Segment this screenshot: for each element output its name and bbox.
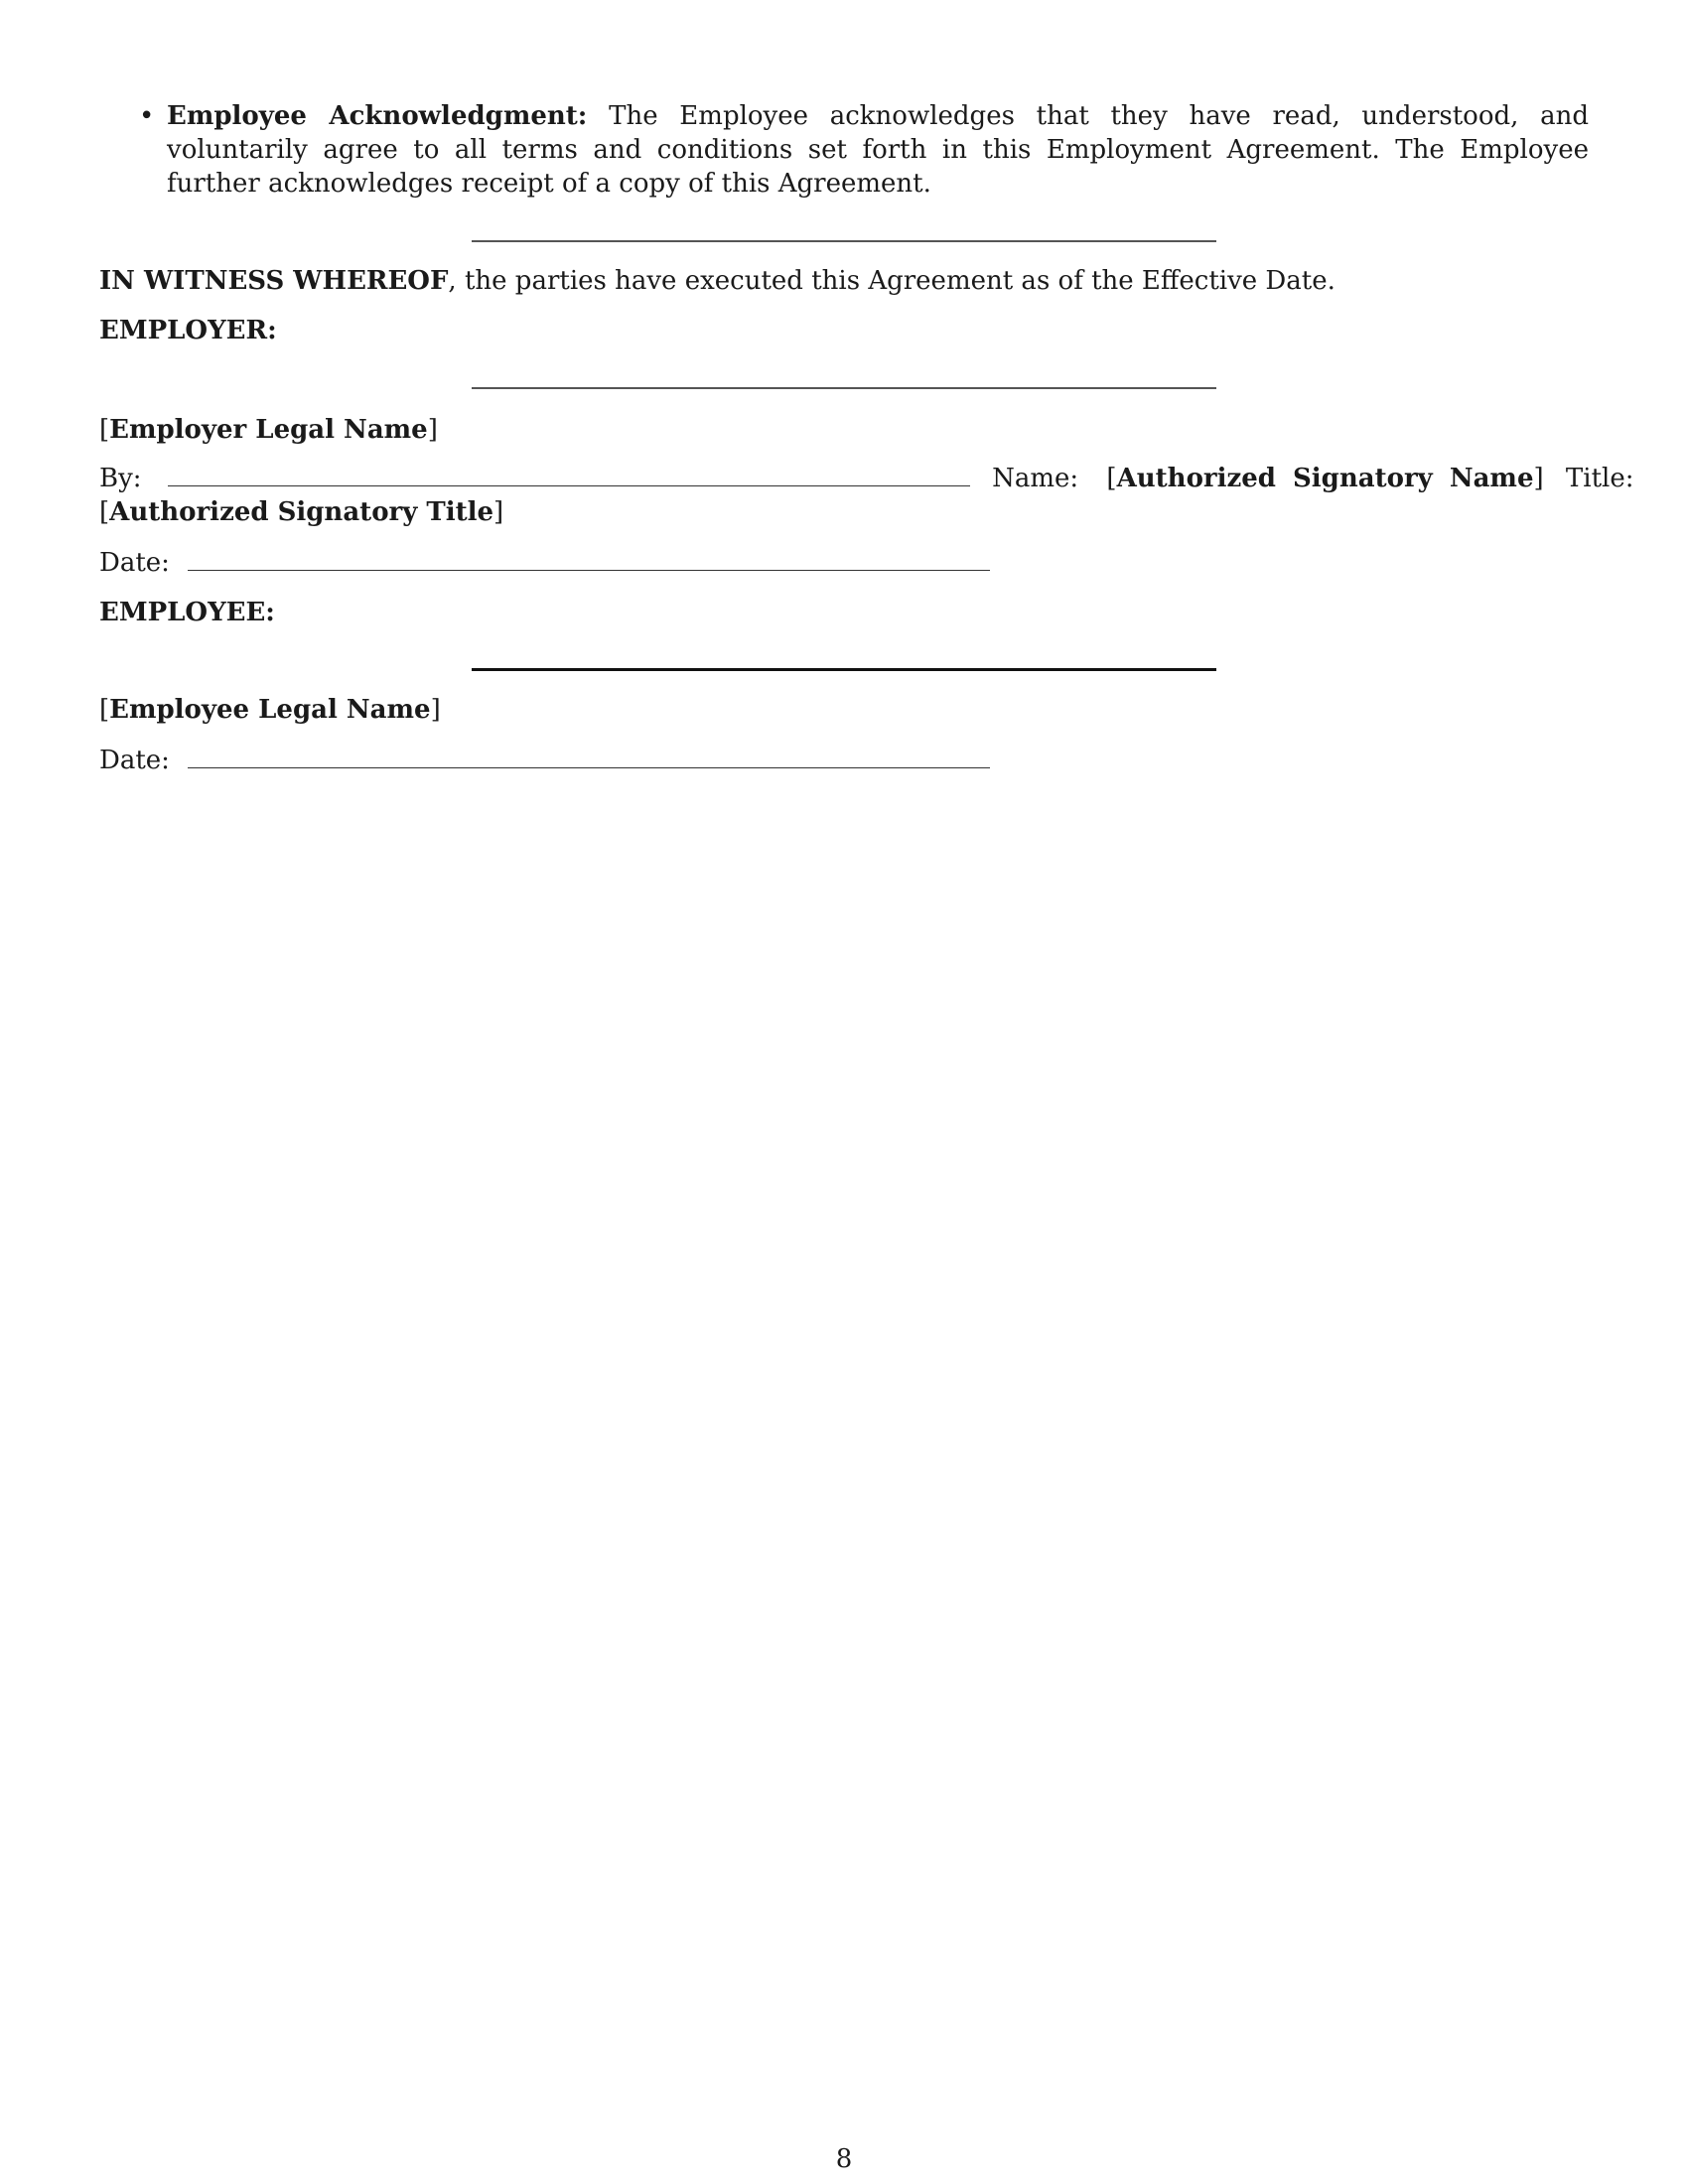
- bracket-close: ]: [493, 497, 504, 527]
- employee-legal-name-text: Employee Legal Name: [109, 695, 431, 725]
- title-label: Title:: [1565, 464, 1634, 493]
- employee-date-label: Date:: [99, 746, 170, 775]
- section-divider: [472, 240, 1216, 242]
- employee-signature-line[interactable]: [472, 668, 1216, 671]
- bracket-open: [: [1106, 464, 1117, 493]
- employee-date-line: [99, 744, 990, 777]
- acknowledgment-heading: Employee Acknowledgment:: [167, 101, 588, 131]
- employer-legal-name-text: Employer Legal Name: [109, 415, 428, 445]
- witness-clause: [99, 264, 1336, 298]
- witness-lead: IN WITNESS WHEREOF: [99, 266, 449, 296]
- bracket-open: [: [99, 695, 110, 725]
- bracket-close: ]: [427, 415, 438, 445]
- employer-date-blank[interactable]: [188, 546, 990, 571]
- employer-heading: [99, 314, 277, 347]
- page-number: 8: [835, 2144, 853, 2174]
- acknowledgment-body: The Employee acknowledges that they have read, understood, and voluntarily agree to all terms and conditions set forth in this Employment Agreement. The Employee further acknowledges receipt of a copy of this Agreement.: [167, 101, 1589, 199]
- by-label: By:: [99, 464, 142, 493]
- employer-signature-line[interactable]: [472, 387, 1216, 389]
- bracket-close: ]: [430, 695, 441, 725]
- by-signature-blank[interactable]: [168, 462, 970, 486]
- employee-heading: [99, 596, 275, 629]
- employee-date-blank[interactable]: [188, 744, 990, 768]
- employee-legal-name: [99, 693, 441, 727]
- bracket-open: [: [99, 497, 110, 527]
- name-label: Name:: [992, 464, 1079, 493]
- employer-heading-text: EMPLOYER:: [99, 316, 277, 345]
- employer-legal-name: [99, 413, 438, 447]
- employer-by-line: [99, 462, 1634, 495]
- employer-date-label: Date:: [99, 548, 170, 578]
- signatory-name: Authorized Signatory Name: [1116, 464, 1534, 493]
- witness-rest: , the parties have executed this Agreement as of the Effective Date.: [448, 266, 1336, 296]
- signatory-title: Authorized Signatory Title: [109, 497, 494, 527]
- acknowledgment-paragraph: [167, 99, 1589, 201]
- bullet-marker: •: [139, 101, 155, 131]
- employer-date-line: [99, 546, 990, 580]
- bracket-open: [: [99, 415, 110, 445]
- bracket-close: ]: [1533, 464, 1544, 493]
- employee-heading-text: EMPLOYEE:: [99, 598, 275, 627]
- employer-title-line: [99, 495, 503, 529]
